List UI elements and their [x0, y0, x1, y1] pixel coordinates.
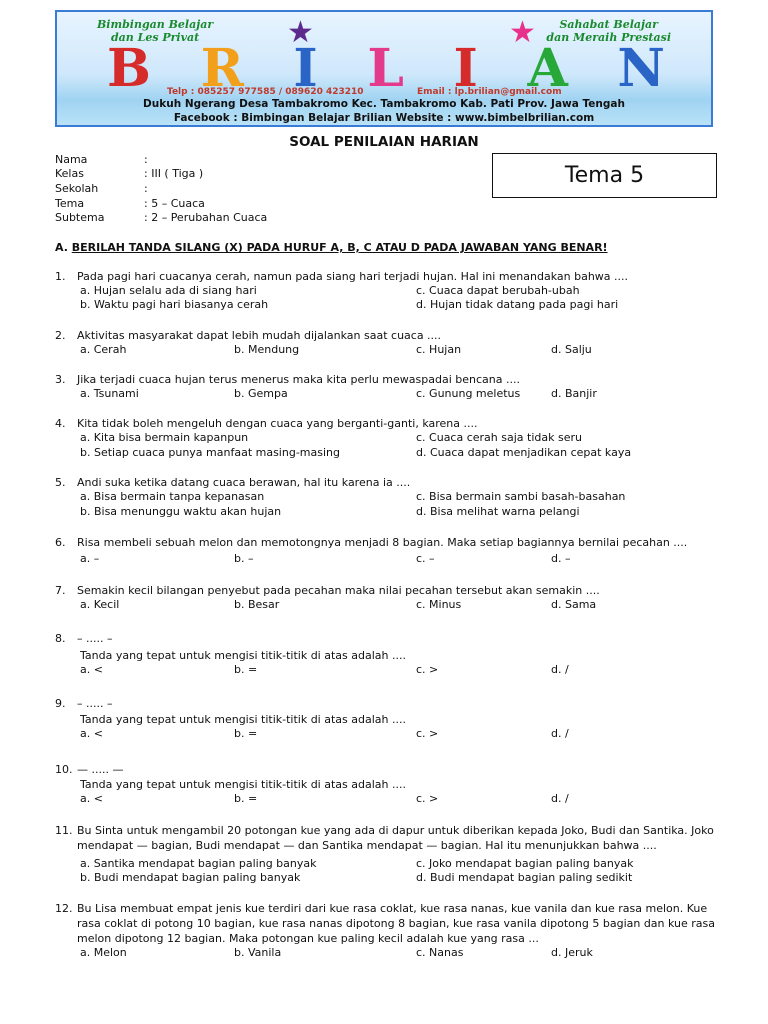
option[interactable]: d. Hujan tidak datang pada pagi hari	[416, 298, 619, 311]
logo-letter: A	[527, 38, 570, 99]
star-icon: ★	[287, 15, 314, 50]
tema-box: Tema 5	[492, 153, 717, 198]
section-prefix: A.	[55, 241, 68, 254]
option[interactable]: b. Waktu pagi hari biasanya cerah	[80, 298, 269, 311]
question-number: 1.	[55, 270, 66, 283]
question-number: 12.	[55, 902, 73, 915]
question-number: 4.	[55, 417, 66, 430]
info-value: :	[144, 153, 148, 166]
option[interactable]: a. <	[80, 663, 103, 676]
question-text: Jika terjadi cuaca hujan terus menerus maka kita perlu mewaspadai bencana ....	[77, 373, 520, 386]
banner-social: Facebook : Bimbingan Belajar Brilian Website : www.bimbelbrilian.com	[173, 112, 595, 124]
option[interactable]: d. /	[551, 792, 569, 805]
option[interactable]: c. >	[416, 792, 439, 805]
option[interactable]: a. Kita bisa bermain kapanpun	[80, 431, 249, 444]
option[interactable]: b. =	[234, 792, 258, 805]
question-subtext: Tanda yang tepat untuk mengisi titik-titik di atas adalah ....	[80, 778, 406, 791]
page-title: SOAL PENILAIAN HARIAN	[289, 134, 479, 150]
option[interactable]: d. Salju	[551, 343, 592, 356]
question-number: 7.	[55, 584, 66, 597]
logo-letter: N	[617, 38, 667, 99]
question-text: Andi suka ketika datang cuaca berawan, hal itu karena ia ....	[77, 476, 411, 489]
logo-letter: L	[367, 38, 406, 99]
question-text: – ..... –	[77, 697, 113, 710]
option[interactable]: b. Bisa menunggu waktu akan hujan	[80, 505, 282, 518]
option[interactable]: b. =	[234, 727, 258, 740]
question-subtext: Tanda yang tepat untuk mengisi titik-titik di atas adalah ....	[80, 713, 406, 726]
option[interactable]: d. Jeruk	[551, 946, 593, 959]
question-text: Kita tidak boleh mengeluh dengan cuaca yang berganti-ganti, karena ....	[77, 417, 478, 430]
question-number: 9.	[55, 697, 66, 710]
option[interactable]: c. Nanas	[416, 946, 464, 959]
option[interactable]: b. Besar	[234, 598, 280, 611]
logo-letter: B	[107, 38, 153, 99]
question-number: 10.	[55, 763, 73, 776]
option[interactable]: b. Gempa	[234, 387, 288, 400]
option[interactable]: c. Gunung meletus	[416, 387, 521, 400]
info-value: : III ( Tiga )	[144, 167, 204, 180]
option[interactable]: c. >	[416, 727, 439, 740]
option[interactable]: d. Budi mendapat bagian paling sedikit	[416, 871, 633, 884]
info-value: : 5 – Cuaca	[144, 197, 205, 210]
option[interactable]: a. Bisa bermain tanpa kepanasan	[80, 490, 265, 503]
question-text: Semakin kecil bilangan penyebut pada pecahan maka nilai pecahan tersebut akan semakin ....	[77, 584, 600, 597]
logo-letter: I	[453, 38, 480, 99]
question-text: Aktivitas masyarakat dapat lebih mudah dijalankan saat cuaca ....	[77, 329, 442, 342]
option[interactable]: d. /	[551, 663, 569, 676]
question-number: 2.	[55, 329, 66, 342]
option[interactable]: c. Cuaca cerah saja tidak seru	[416, 431, 582, 444]
option[interactable]: a. Hujan selalu ada di siang hari	[80, 284, 257, 297]
option[interactable]: b. Mendung	[234, 343, 300, 356]
question-text: Risa membeli sebuah melon dan memotongnya menjadi 8 bagian. Maka setiap bagiannya bernilai pecahan ....	[77, 536, 688, 549]
option[interactable]: a. Melon	[80, 946, 127, 959]
info-label: Sekolah	[55, 182, 99, 195]
info-label: Tema	[55, 197, 85, 210]
option[interactable]: c. Hujan	[416, 343, 462, 356]
info-value: : 2 – Perubahan Cuaca	[144, 211, 268, 224]
logo-letter: R	[200, 38, 246, 99]
question-text: Bu Sinta untuk mengambil 20 potongan kue yang ada di dapur untuk diberikan kepada Joko, Budi dan Santika. Joko mendapat — bagian, Budi mendapat — dan Santika mendapat — bagian. Hal itu menunjukkan bahwa ....	[77, 824, 714, 852]
section-heading	[55, 241, 608, 254]
option[interactable]: d. –	[551, 552, 571, 565]
option[interactable]: a. Cerah	[80, 343, 127, 356]
option[interactable]: b. –	[234, 552, 254, 565]
question-subtext: Tanda yang tepat untuk mengisi titik-titik di atas adalah ....	[80, 649, 406, 662]
banner-tagline-right: Sahabat Belajar dan Meraih Prestasi	[546, 18, 671, 44]
option[interactable]: d. Banjir	[551, 387, 597, 400]
banner-tagline-left: Bimbingan Belajar dan Les Privat	[97, 18, 214, 44]
option[interactable]: d. Bisa melihat warna pelangi	[416, 505, 580, 518]
option[interactable]: c. Joko mendapat bagian paling banyak	[416, 857, 634, 870]
option[interactable]: a. –	[80, 552, 100, 565]
option[interactable]: b. Budi mendapat bagian paling banyak	[80, 871, 301, 884]
question-text: – ..... –	[77, 632, 113, 645]
question-number: 3.	[55, 373, 66, 386]
banner-address: Dukuh Ngerang Desa Tambakromo Kec. Tambakromo Kab. Pati Prov. Jawa Tengah	[143, 98, 625, 110]
option[interactable]: d. Cuaca dapat menjadikan cepat kaya	[416, 446, 632, 459]
option[interactable]: b. Vanila	[234, 946, 282, 959]
option[interactable]: b. =	[234, 663, 258, 676]
option[interactable]: d. /	[551, 727, 569, 740]
option[interactable]: a. Santika mendapat bagian paling banyak	[80, 857, 317, 870]
option[interactable]: c. Bisa bermain sambi basah-basahan	[416, 490, 626, 503]
header-banner	[55, 10, 713, 127]
option[interactable]: a. <	[80, 792, 103, 805]
option[interactable]: a. Tsunami	[80, 387, 139, 400]
info-label: Subtema	[55, 211, 105, 224]
section-text: BERILAH TANDA SILANG (X) PADA HURUF A, B, C ATAU D PADA JAWABAN YANG BENAR!	[71, 241, 608, 254]
question-number: 11.	[55, 824, 73, 837]
info-label: Nama	[55, 153, 88, 166]
option[interactable]: c. –	[416, 552, 435, 565]
banner-phone: Telp : 085257 977585 / 089620 423210	[167, 87, 364, 97]
banner-email: Email : lp.brilian@gmail.com	[417, 87, 562, 97]
logo-letter: I	[293, 38, 320, 99]
option[interactable]: a. <	[80, 727, 103, 740]
option[interactable]: c. Cuaca dapat berubah-ubah	[416, 284, 580, 297]
option[interactable]: d. Sama	[551, 598, 597, 611]
option[interactable]: b. Setiap cuaca punya manfaat masing-masing	[80, 446, 340, 459]
question-number: 8.	[55, 632, 66, 645]
question-text: — ..... —	[77, 763, 124, 776]
option[interactable]: c. >	[416, 663, 439, 676]
option[interactable]: c. Minus	[416, 598, 462, 611]
question-number: 6.	[55, 536, 66, 549]
question-text: Pada pagi hari cuacanya cerah, namun pada siang hari terjadi hujan. Hal ini menandakan bahwa ....	[77, 270, 629, 283]
info-value: :	[144, 182, 148, 195]
option[interactable]: a. Kecil	[80, 598, 120, 611]
star-icon: ★	[509, 15, 536, 50]
question-number: 5.	[55, 476, 66, 489]
question-text: Bu Lisa membuat empat jenis kue terdiri dari kue rasa coklat, kue rasa nanas, kue vanila dan kue rasa melon. Kue rasa coklat di potong 10 bagian, kue rasa nanas dipotong 8 bagian, kue rasa vanila dipotong 5 bagian dan kue rasa melon dipotong 12 bagian. Maka potongan kue paling kecil adalah kue yang rasa ...	[77, 902, 716, 945]
info-label: Kelas	[55, 167, 84, 180]
